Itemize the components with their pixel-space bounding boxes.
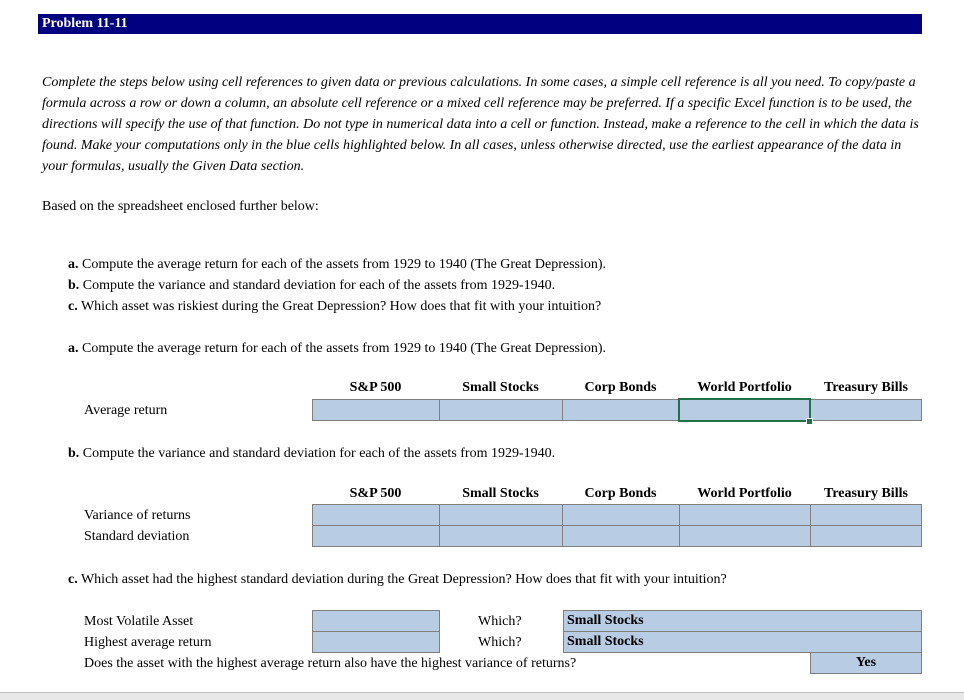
question-c-letter: c. bbox=[68, 299, 78, 314]
avg-return-small-stocks-cell[interactable] bbox=[439, 399, 563, 421]
col-header-small-stocks-b: Small Stocks bbox=[462, 486, 539, 501]
avg-return-world-portfolio-cell-selected[interactable] bbox=[678, 398, 811, 422]
question-a-letter: a. bbox=[68, 257, 79, 272]
section-b-text: Compute the variance and standard deviation for each of the assets from 1929-1940. bbox=[82, 446, 556, 461]
based-on-text: Based on the spreadsheet enclosed further below: bbox=[42, 199, 319, 214]
question-b-letter: b. bbox=[68, 278, 80, 293]
avg-return-treasury-bills-cell[interactable] bbox=[809, 399, 922, 421]
variance-world-portfolio-cell[interactable] bbox=[679, 504, 811, 526]
stddev-small-stocks-cell[interactable] bbox=[439, 525, 563, 547]
variance-label: Variance of returns bbox=[84, 508, 191, 523]
question-a-text: Compute the average return for each of the assets from 1929 to 1940 (The Great Depression). bbox=[82, 257, 607, 272]
question-b bbox=[68, 277, 555, 295]
instructions-text: Complete the steps below using cell references to given data or previous calculations. In some cases, a simple cell reference is all you need. To copy/paste a formula across a row or down a column, an absolute cell reference or a mixed cell reference may be preferred. If a specific Excel function is to be used, the directions will specify the use of that function. Do not type in numerical data into a cell or function. Instead, make a reference to the cell in which the data is found. Make your computations only in the blue cells highlighted below. In all cases, unless otherwise directed, use the earliest appearance of the data in your formulas, usually the Given Data section. bbox=[42, 75, 919, 174]
problem-title: Problem 11-11 bbox=[42, 16, 128, 31]
stddev-corp-bonds-cell[interactable] bbox=[562, 525, 680, 547]
section-a-letter: a. bbox=[68, 341, 79, 356]
col-header-treasury-bills-b: Treasury Bills bbox=[824, 486, 908, 501]
most-volatile-cell[interactable] bbox=[312, 610, 440, 632]
section-c-heading bbox=[68, 571, 727, 589]
stddev-world-portfolio-cell[interactable] bbox=[679, 525, 811, 547]
avg-return-corp-bonds-cell[interactable] bbox=[562, 399, 680, 421]
most-volatile-label: Most Volatile Asset bbox=[84, 614, 194, 629]
section-a-text: Compute the average return for each of the assets from 1929 to 1940 (The Great Depression). bbox=[82, 341, 607, 356]
highest-avg-return-cell[interactable] bbox=[312, 631, 440, 653]
stddev-treasury-bills-cell[interactable] bbox=[810, 525, 922, 547]
col-header-sp500: S&P 500 bbox=[349, 380, 402, 395]
col-header-treasury-bills: Treasury Bills bbox=[824, 380, 908, 395]
most-volatile-answer: Small Stocks bbox=[567, 613, 644, 628]
most-volatile-answer-cell[interactable] bbox=[563, 610, 922, 632]
variance-small-stocks-cell[interactable] bbox=[439, 504, 563, 526]
col-header-world-portfolio: World Portfolio bbox=[697, 380, 792, 395]
variance-sp500-cell[interactable] bbox=[312, 504, 440, 526]
question-c-text: Which asset was riskiest during the Great Depression? How does that fit with your intuition? bbox=[80, 299, 602, 314]
variance-corp-bonds-cell[interactable] bbox=[562, 504, 680, 526]
section-c-text: Which asset had the highest standard deviation during the Great Depression? How does that fit with your intuition? bbox=[80, 572, 727, 587]
section-a-heading bbox=[68, 340, 606, 358]
section-c-letter: c. bbox=[68, 572, 78, 587]
col-header-corp-bonds-b: Corp Bonds bbox=[584, 486, 657, 501]
average-return-label: Average return bbox=[84, 403, 168, 418]
highest-avg-return-label: Highest average return bbox=[84, 635, 212, 650]
question-b-text: Compute the variance and standard deviation for each of the assets from 1929-1940. bbox=[82, 278, 556, 293]
avg-return-sp500-cell[interactable] bbox=[312, 399, 440, 421]
fill-handle[interactable] bbox=[806, 418, 813, 425]
problem-title-bar bbox=[38, 14, 922, 34]
col-header-world-portfolio-b: World Portfolio bbox=[697, 486, 792, 501]
col-header-sp500-b: S&P 500 bbox=[349, 486, 402, 501]
section-b-letter: b. bbox=[68, 446, 80, 461]
stddev-sp500-cell[interactable] bbox=[312, 525, 440, 547]
which-label-2: Which? bbox=[478, 635, 522, 650]
question-c bbox=[68, 298, 601, 316]
section-b-heading bbox=[68, 445, 555, 463]
col-header-corp-bonds: Corp Bonds bbox=[584, 380, 657, 395]
which-label-1: Which? bbox=[478, 614, 522, 629]
question-a bbox=[68, 256, 606, 274]
variance-question-answer: Yes bbox=[855, 655, 877, 670]
highest-avg-return-answer-cell[interactable] bbox=[563, 631, 922, 653]
variance-treasury-bills-cell[interactable] bbox=[810, 504, 922, 526]
highest-avg-return-answer: Small Stocks bbox=[567, 634, 644, 649]
std-dev-label: Standard deviation bbox=[84, 529, 190, 544]
variance-question-text: Does the asset with the highest average return also have the highest variance of returns? bbox=[84, 656, 577, 671]
col-header-small-stocks: Small Stocks bbox=[462, 380, 539, 395]
variance-question-answer-cell[interactable] bbox=[810, 652, 922, 674]
